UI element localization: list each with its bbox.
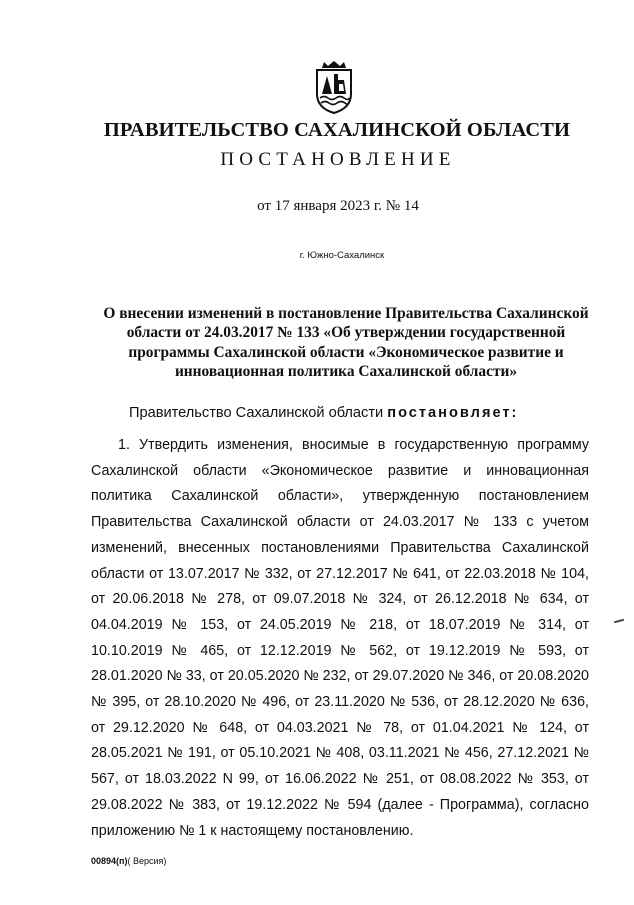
scan-margin-mark xyxy=(614,619,624,624)
document-place: г. Южно-Сахалинск xyxy=(299,250,385,261)
organization-title: ПРАВИТЕЛЬСТВО САХАЛИНСКОЙ ОБЛАСТИ xyxy=(103,119,571,141)
footer-version: ( Версия) xyxy=(127,856,167,866)
sakhalin-coat-of-arms-icon xyxy=(313,60,355,114)
decree-intro xyxy=(129,405,518,421)
decree-word: постановляет: xyxy=(387,405,519,421)
footer-code: 00894(п) xyxy=(91,856,128,866)
document-type: ПОСТАНОВЛЕНИЕ xyxy=(220,149,456,170)
decree-intro-prefix: Правительство Сахалинской области xyxy=(129,405,388,421)
document-date-number: от 17 января 2023 г. № 14 xyxy=(257,198,419,214)
footer-document-code xyxy=(91,856,166,866)
document-subject: О внесении изменений в постановление Правительства Сахалинской области от 24.03.2017 № 133 «Об утверждении государственной программы Сахалинской области «Экономическое развитие и инновационная политика Сахалинской области» xyxy=(103,305,589,380)
paragraph-1: 1. Утвердить изменения, вносимые в государственную программу Сахалинской области «Экономическое развитие и инновационная политика Сахалинской области», утвержденную постановлением Правительства Сахалинской области от 24.03.2017 № 133 с учетом изменений, внесенных постановлениями Правительства Сахалинской области от 13.07.2017 № 332, от 27.12.2017 № 641, от 22.03.2018 № 104, от 20.06.2018 № 278, от 09.07.2018 № 324, от 26.12.2018 № 634, от 04.04.2019 № 153, от 24.05.2019 № 218, от 18.07.2019 № 314, от 10.10.2019 № 465, от 12.12.2019 № 562, от 19.12.2019 № 593, от 28.01.2020 № 33, от 20.05.2020 № 232, от 29.07.2020 № 346, от 20.08.2020 № 395, от 28.10.2020 № 496, от 23.11.2020 № 536, от 28.12.2020 № 636, от 29.12.2020 № 648, от 04.03.2021 № 78, от 01.04.2021 № 124, от 28.05.2021 № 191, от 05.10.2021 № 408, 03.11.2021 № 456, 27.12.2021 № 567, от 18.03.2022 N 99, от 16.06.2022 № 251, от 08.08.2022 № 353, от 29.08.2022 № 383, от 19.12.2022 № 594 (далее - Программа), согласно приложению № 1 к настоящему постановлению. xyxy=(91,437,589,839)
